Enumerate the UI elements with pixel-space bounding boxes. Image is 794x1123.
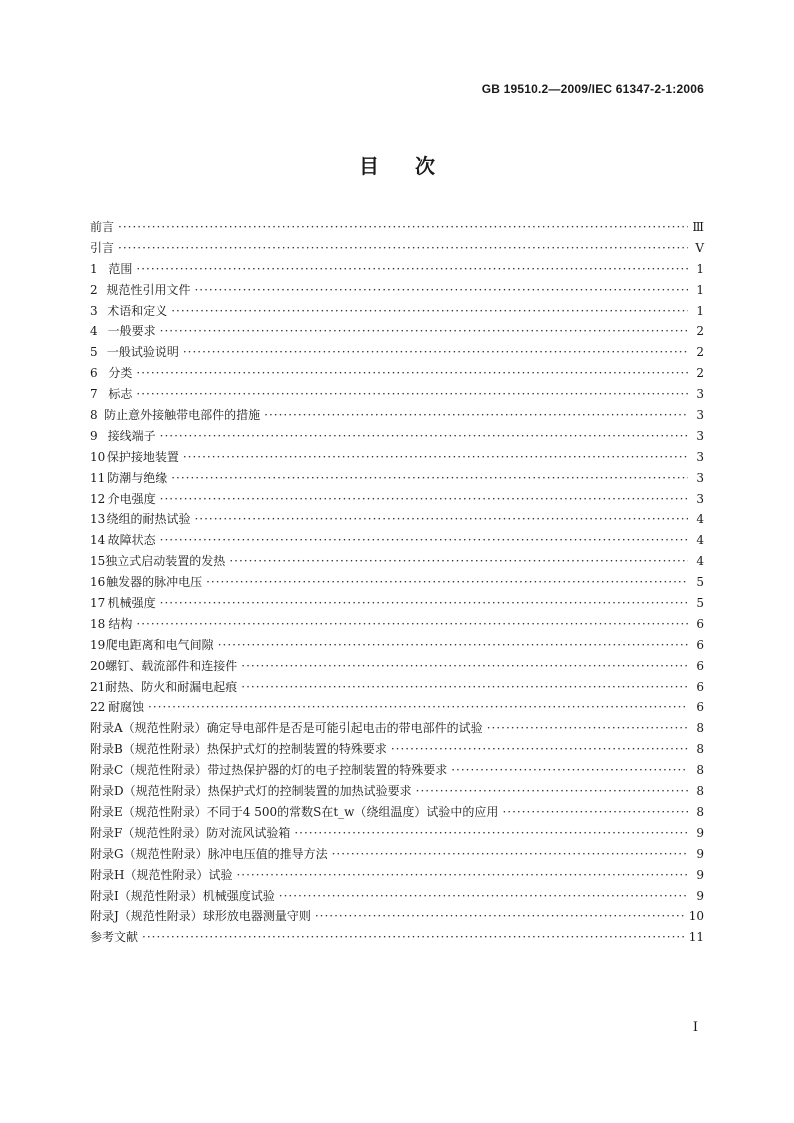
toc-entry[interactable] bbox=[90, 844, 704, 865]
toc-entry-title: 球形放电器测量守则 bbox=[202, 909, 311, 924]
toc-dot-leader bbox=[171, 468, 688, 489]
toc-entry-number: 17 bbox=[90, 596, 106, 611]
toc-entry[interactable] bbox=[90, 301, 704, 322]
toc-dot-leader bbox=[171, 301, 688, 322]
toc-entry[interactable] bbox=[90, 906, 704, 927]
toc-entry-number: 附录H（规范性附录） bbox=[90, 867, 209, 882]
table-of-contents bbox=[90, 217, 704, 948]
toc-entry[interactable] bbox=[90, 384, 704, 405]
toc-entry-number: 附录F（规范性附录） bbox=[90, 825, 207, 840]
toc-entry-page: 3 bbox=[696, 428, 704, 443]
toc-entry-title: 防止意外接触带电部件的措施 bbox=[104, 408, 261, 423]
toc-dot-leader bbox=[160, 426, 688, 447]
toc-entry-number: 19 bbox=[90, 637, 106, 652]
toc-entry[interactable] bbox=[90, 635, 704, 656]
toc-dot-leader bbox=[194, 280, 688, 301]
toc-entry-page: 10 bbox=[688, 909, 704, 924]
toc-entry-number: 12 bbox=[90, 491, 106, 506]
toc-dot-leader bbox=[183, 447, 688, 468]
toc-entry-title: 试验 bbox=[208, 867, 233, 882]
toc-entry[interactable] bbox=[90, 259, 704, 280]
toc-entry-number: 3 bbox=[90, 303, 98, 318]
toc-dot-leader bbox=[451, 760, 688, 781]
toc-entry-number: 附录E（规范性附录） bbox=[90, 804, 207, 819]
toc-dot-leader bbox=[148, 697, 688, 718]
toc-dot-leader bbox=[487, 718, 688, 739]
toc-entry[interactable] bbox=[90, 342, 704, 363]
toc-entry-page: 3 bbox=[696, 491, 704, 506]
toc-entry-page: 8 bbox=[696, 763, 704, 778]
toc-entry-number: 附录B（规范性附录） bbox=[90, 742, 207, 757]
toc-dot-leader bbox=[183, 342, 688, 363]
toc-entry-number: 8 bbox=[90, 408, 98, 423]
toc-entry-page: 8 bbox=[696, 742, 704, 757]
toc-entry-title: 触发器的脉冲电压 bbox=[106, 575, 203, 590]
toc-entry[interactable] bbox=[90, 718, 704, 739]
toc-entry-number: 附录C（规范性附录） bbox=[90, 763, 208, 778]
toc-entry-title: 耐腐蚀 bbox=[108, 700, 145, 715]
toc-entry-title: 螺钉、载流部件和连接件 bbox=[105, 658, 238, 673]
toc-entry-number: 14 bbox=[90, 533, 106, 548]
toc-entry-page: 8 bbox=[696, 721, 704, 736]
toc-entry[interactable] bbox=[90, 593, 704, 614]
toc-entry-page: 4 bbox=[696, 533, 704, 548]
toc-dot-leader bbox=[241, 656, 688, 677]
toc-entry[interactable] bbox=[90, 760, 704, 781]
toc-dot-leader bbox=[236, 865, 688, 886]
toc-entry-title: 防潮与绝缘 bbox=[107, 470, 168, 485]
toc-dot-leader bbox=[160, 321, 688, 342]
toc-entry-page: 11 bbox=[688, 930, 704, 945]
toc-entry-title: 一般试验说明 bbox=[106, 345, 179, 360]
toc-entry-page: 3 bbox=[696, 408, 704, 423]
toc-entry-number: 4 bbox=[90, 324, 98, 339]
toc-dot-leader bbox=[332, 844, 688, 865]
toc-entry[interactable] bbox=[90, 217, 704, 238]
toc-dot-leader bbox=[391, 739, 688, 760]
toc-entry-page: 1 bbox=[696, 282, 704, 297]
toc-entry-page: 5 bbox=[696, 575, 704, 590]
toc-dot-leader bbox=[136, 363, 688, 384]
toc-entry[interactable] bbox=[90, 781, 704, 802]
toc-entry-title: 爬电距离和电气间隙 bbox=[105, 637, 214, 652]
toc-entry[interactable] bbox=[90, 321, 704, 342]
toc-entry-number: 2 bbox=[90, 282, 98, 297]
toc-entry-title: 热保护式灯的控制装置的特殊要求 bbox=[206, 742, 387, 757]
toc-entry-page: 9 bbox=[696, 888, 704, 903]
toc-entry-title: 规范性引用文件 bbox=[106, 282, 191, 297]
toc-entry-page: 1 bbox=[696, 303, 704, 318]
toc-dot-leader bbox=[142, 927, 685, 948]
toc-entry-page: 4 bbox=[696, 512, 704, 527]
toc-entry-page: Ⅴ bbox=[695, 240, 704, 255]
toc-entry-page: 2 bbox=[696, 366, 704, 381]
toc-entry-number: 附录J（规范性附录） bbox=[90, 909, 203, 924]
toc-entry-page: 9 bbox=[696, 867, 704, 882]
toc-entry[interactable] bbox=[90, 886, 704, 907]
page-title: 目次 bbox=[359, 154, 471, 178]
toc-entry-title: 绕组的耐热试验 bbox=[106, 512, 191, 527]
toc-dot-leader bbox=[118, 238, 688, 259]
toc-entry-title: 引言 bbox=[90, 240, 115, 255]
toc-entry-page: 8 bbox=[696, 804, 704, 819]
toc-entry-number: 附录A（规范性附录） bbox=[90, 721, 207, 736]
toc-entry[interactable] bbox=[90, 697, 704, 718]
toc-dot-leader bbox=[118, 217, 688, 238]
toc-entry-page: 3 bbox=[696, 387, 704, 402]
toc-entry-number: 22 bbox=[90, 700, 106, 715]
toc-entry-page: 9 bbox=[696, 825, 704, 840]
toc-entry[interactable] bbox=[90, 280, 704, 301]
toc-entry-number: 7 bbox=[90, 387, 98, 402]
toc-entry-title: 故障状态 bbox=[107, 533, 156, 548]
toc-dot-leader bbox=[416, 781, 688, 802]
toc-dot-leader bbox=[136, 614, 688, 635]
toc-entry-page: 6 bbox=[696, 616, 704, 631]
toc-entry-title: 范围 bbox=[108, 261, 133, 276]
toc-entry-title: 机械强度 bbox=[107, 596, 156, 611]
toc-entry-number: 附录I（规范性附录） bbox=[90, 888, 203, 903]
toc-entry[interactable] bbox=[90, 677, 704, 698]
toc-entry-page: Ⅲ bbox=[692, 220, 704, 234]
toc-entry-page: 5 bbox=[696, 596, 704, 611]
toc-entry-title: 介电强度 bbox=[107, 491, 156, 506]
toc-entry-title: 机械强度试验 bbox=[202, 888, 275, 903]
toc-entry-title: 不同于4 500的常数S在t_w（绕组温度）试验中的应用 bbox=[206, 804, 499, 819]
toc-entry-page: 1 bbox=[696, 261, 704, 276]
toc-entry-title: 分类 bbox=[108, 366, 133, 381]
toc-entry-number: 1 bbox=[90, 261, 98, 276]
toc-dot-leader bbox=[160, 530, 688, 551]
toc-entry-number: 10 bbox=[90, 449, 106, 464]
toc-dot-leader bbox=[136, 259, 688, 280]
toc-dot-leader bbox=[160, 489, 688, 510]
toc-entry-number: 6 bbox=[90, 366, 98, 381]
toc-dot-leader bbox=[264, 405, 688, 426]
toc-entry-title: 脉冲电压值的推导方法 bbox=[207, 846, 328, 861]
toc-entry[interactable] bbox=[90, 927, 704, 948]
page-number: Ⅰ bbox=[692, 1020, 698, 1035]
toc-entry-number: 附录D（规范性附录） bbox=[90, 784, 208, 799]
toc-dot-leader bbox=[315, 906, 685, 927]
toc-entry[interactable] bbox=[90, 405, 704, 426]
toc-entry[interactable] bbox=[90, 551, 704, 572]
toc-entry-title: 参考文献 bbox=[90, 930, 139, 945]
toc-entry[interactable] bbox=[90, 614, 704, 635]
toc-entry-title: 独立式启动装置的发热 bbox=[105, 554, 226, 569]
toc-entry-number: 20 bbox=[90, 658, 106, 673]
toc-entry-number: 5 bbox=[90, 345, 98, 360]
toc-entry[interactable] bbox=[90, 509, 704, 530]
toc-dot-leader bbox=[218, 635, 688, 656]
toc-dot-leader bbox=[502, 802, 688, 823]
toc-dot-leader bbox=[279, 886, 688, 907]
toc-entry-number: 21 bbox=[90, 679, 106, 694]
toc-entry-title: 接线端子 bbox=[107, 428, 156, 443]
toc-entry[interactable] bbox=[90, 823, 704, 844]
toc-entry-title: 术语和定义 bbox=[107, 303, 168, 318]
toc-entry-page: 3 bbox=[696, 449, 704, 464]
toc-dot-leader bbox=[294, 823, 688, 844]
toc-entry-number: 9 bbox=[90, 428, 98, 443]
toc-entry-page: 9 bbox=[696, 846, 704, 861]
toc-entry[interactable] bbox=[90, 489, 704, 510]
toc-entry-page: 3 bbox=[696, 470, 704, 485]
toc-entry-page: 4 bbox=[696, 554, 704, 569]
toc-entry[interactable] bbox=[90, 739, 704, 760]
toc-dot-leader bbox=[206, 572, 688, 593]
toc-dot-leader bbox=[160, 593, 688, 614]
toc-entry-number: 16 bbox=[90, 575, 106, 590]
toc-dot-leader bbox=[241, 677, 688, 698]
toc-entry[interactable] bbox=[90, 572, 704, 593]
toc-entry-page: 2 bbox=[696, 345, 704, 360]
toc-entry-page: 6 bbox=[696, 679, 704, 694]
toc-entry-number: 18 bbox=[90, 616, 106, 631]
toc-dot-leader bbox=[229, 551, 688, 572]
toc-dot-leader bbox=[136, 384, 688, 405]
toc-entry[interactable] bbox=[90, 363, 704, 384]
toc-entry-page: 6 bbox=[696, 700, 704, 715]
toc-entry-page: 2 bbox=[696, 324, 704, 339]
toc-entry-number: 15 bbox=[90, 554, 106, 569]
toc-entry-title: 确定导电部件是否是可能引起电击的带电部件的试验 bbox=[206, 721, 483, 736]
toc-entry[interactable] bbox=[90, 238, 704, 259]
toc-entry-number: 13 bbox=[90, 512, 106, 527]
toc-entry-title: 防对流风试验箱 bbox=[206, 825, 291, 840]
toc-entry-number: 附录G（规范性附录） bbox=[90, 846, 208, 861]
toc-entry[interactable] bbox=[90, 865, 704, 886]
toc-entry-title: 结构 bbox=[108, 616, 133, 631]
toc-entry-page: 8 bbox=[696, 784, 704, 799]
toc-entry[interactable] bbox=[90, 656, 704, 677]
toc-entry-page: 6 bbox=[696, 637, 704, 652]
toc-entry-title: 一般要求 bbox=[107, 324, 156, 339]
toc-entry[interactable] bbox=[90, 468, 704, 489]
toc-entry[interactable] bbox=[90, 530, 704, 551]
toc-entry-title: 带过热保护器的灯的电子控制装置的特殊要求 bbox=[207, 763, 448, 778]
toc-entry-number: 11 bbox=[90, 470, 106, 485]
toc-entry-title: 热保护式灯的控制装置的加热试验要求 bbox=[207, 784, 412, 799]
toc-dot-leader bbox=[194, 509, 688, 530]
standard-number-header: GB 19510.2—2009/IEC 61347-2-1:2006 bbox=[481, 82, 704, 96]
toc-entry[interactable] bbox=[90, 802, 704, 823]
toc-entry-title: 前言 bbox=[90, 220, 115, 234]
toc-entry-page: 6 bbox=[696, 658, 704, 673]
toc-entry-title: 耐热、防火和耐漏电起痕 bbox=[105, 679, 238, 694]
toc-entry-title: 标志 bbox=[108, 387, 133, 402]
toc-entry[interactable] bbox=[90, 426, 704, 447]
toc-entry[interactable] bbox=[90, 447, 704, 468]
toc-entry-title: 保护接地装置 bbox=[106, 449, 179, 464]
